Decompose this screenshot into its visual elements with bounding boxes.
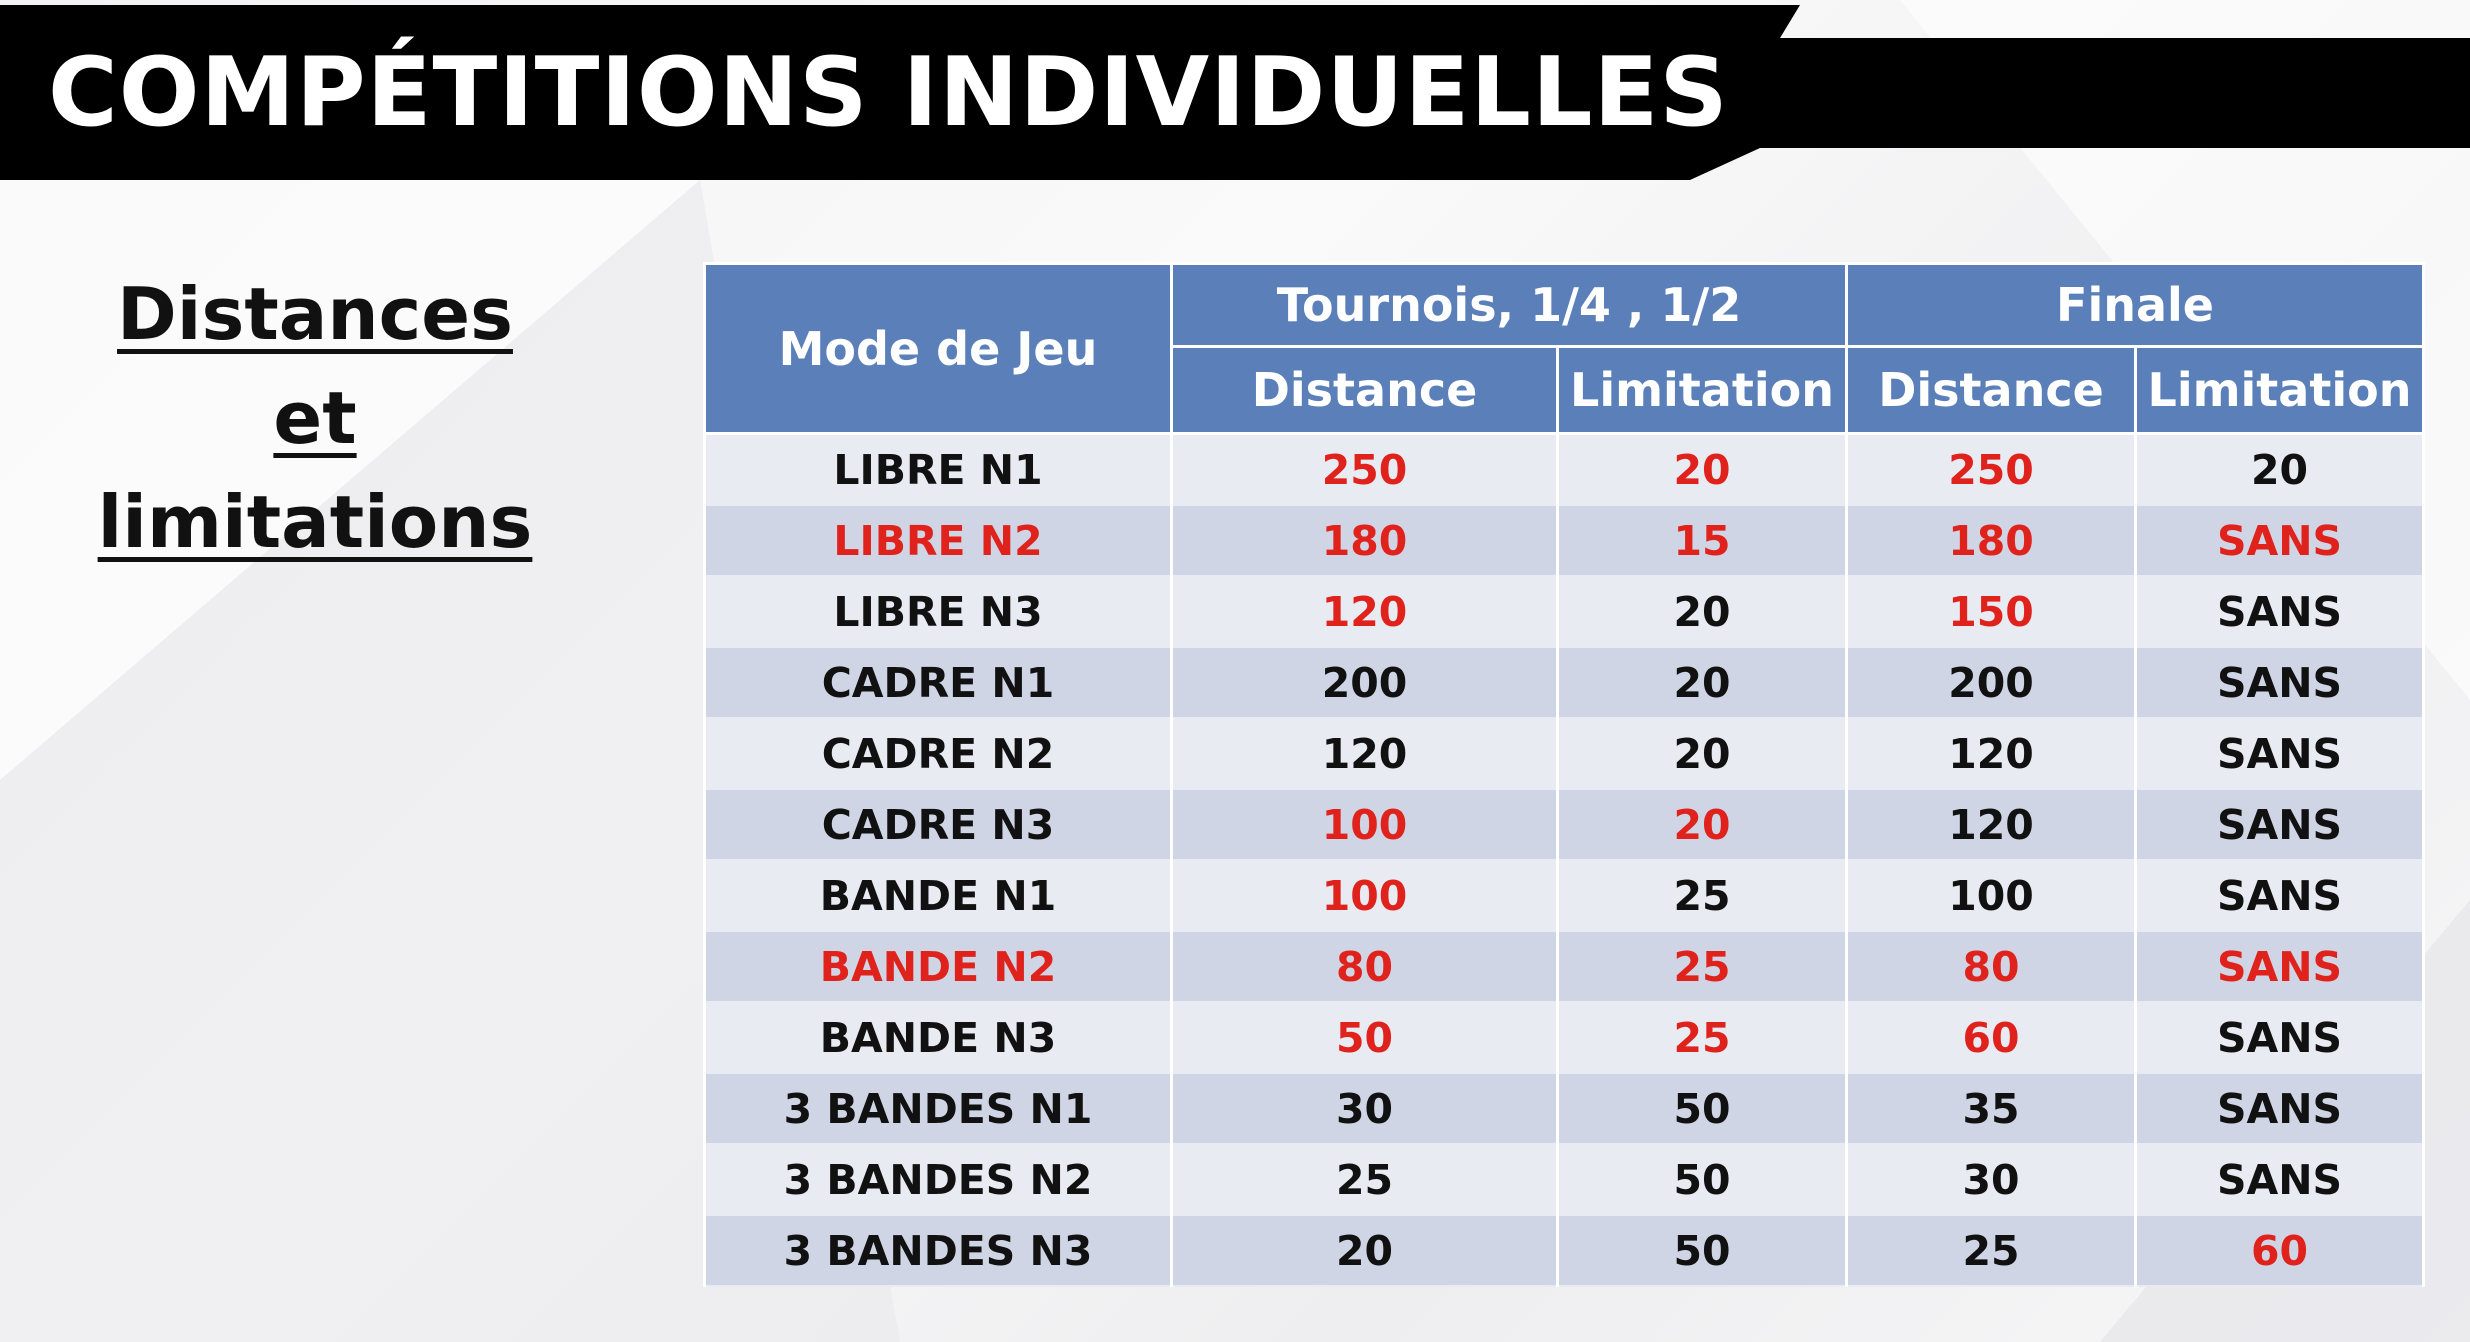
cell-finale-distance: 250 [1847, 434, 2136, 506]
cell-finale-distance: 60 [1847, 1002, 2136, 1073]
header-tournois-distance: Distance [1172, 347, 1558, 434]
cell-finale-distance: 200 [1847, 647, 2136, 718]
cell-finale-limitation: SANS [2136, 647, 2424, 718]
cell-mode: 3 BANDES N2 [705, 1144, 1172, 1215]
cell-mode: BANDE N2 [705, 931, 1172, 1002]
cell-tournois-distance: 20 [1172, 1215, 1558, 1286]
cell-finale-limitation: SANS [2136, 789, 2424, 860]
section-heading [80, 262, 550, 574]
cell-finale-distance: 120 [1847, 718, 2136, 789]
cell-finale-limitation: 60 [2136, 1215, 2424, 1286]
cell-finale-limitation: SANS [2136, 505, 2424, 576]
cell-finale-limitation: SANS [2136, 931, 2424, 1002]
cell-mode: CADRE N1 [705, 647, 1172, 718]
cell-tournois-limitation: 20 [1558, 718, 1847, 789]
cell-tournois-limitation: 20 [1558, 576, 1847, 647]
cell-tournois-distance: 250 [1172, 434, 1558, 506]
cell-tournois-distance: 200 [1172, 647, 1558, 718]
table-row [705, 434, 2424, 506]
cell-tournois-distance: 50 [1172, 1002, 1558, 1073]
cell-tournois-limitation: 50 [1558, 1073, 1847, 1144]
cell-tournois-distance: 120 [1172, 718, 1558, 789]
table-row [705, 1215, 2424, 1286]
table-row [705, 789, 2424, 860]
cell-tournois-limitation: 15 [1558, 505, 1847, 576]
cell-mode: LIBRE N3 [705, 576, 1172, 647]
cell-finale-limitation: SANS [2136, 576, 2424, 647]
cell-finale-limitation: SANS [2136, 1144, 2424, 1215]
cell-tournois-distance: 100 [1172, 789, 1558, 860]
cell-finale-distance: 80 [1847, 931, 2136, 1002]
header-mode-de-jeu: Mode de Jeu [705, 264, 1172, 434]
distances-table-container [703, 262, 2425, 1287]
table-row [705, 718, 2424, 789]
cell-tournois-limitation: 50 [1558, 1215, 1847, 1286]
cell-finale-limitation: SANS [2136, 860, 2424, 931]
cell-finale-limitation: SANS [2136, 1002, 2424, 1073]
cell-finale-distance: 180 [1847, 505, 2136, 576]
header-tournois-limitation: Limitation [1558, 347, 1847, 434]
cell-finale-distance: 25 [1847, 1215, 2136, 1286]
cell-tournois-distance: 120 [1172, 576, 1558, 647]
cell-mode: BANDE N3 [705, 1002, 1172, 1073]
distances-table [703, 262, 2425, 1287]
cell-mode: LIBRE N1 [705, 434, 1172, 506]
table-row [705, 1002, 2424, 1073]
cell-tournois-limitation: 50 [1558, 1144, 1847, 1215]
cell-mode: BANDE N1 [705, 860, 1172, 931]
table-row [705, 576, 2424, 647]
table-row [705, 505, 2424, 576]
cell-mode: CADRE N2 [705, 718, 1172, 789]
table-row [705, 931, 2424, 1002]
header-group-tournois: Tournois, 1/4 , 1/2 [1172, 264, 1847, 347]
header-finale-limitation: Limitation [2136, 347, 2424, 434]
section-heading-line2: limitations [97, 480, 533, 564]
cell-finale-distance: 35 [1847, 1073, 2136, 1144]
cell-finale-distance: 150 [1847, 576, 2136, 647]
cell-tournois-limitation: 20 [1558, 647, 1847, 718]
cell-finale-distance: 120 [1847, 789, 2136, 860]
header-finale-distance: Distance [1847, 347, 2136, 434]
table-row [705, 860, 2424, 931]
cell-tournois-limitation: 25 [1558, 931, 1847, 1002]
cell-finale-limitation: 20 [2136, 434, 2424, 506]
table-row [705, 647, 2424, 718]
cell-finale-limitation: SANS [2136, 1073, 2424, 1144]
section-heading-line1: Distances et [117, 272, 513, 460]
cell-tournois-distance: 180 [1172, 505, 1558, 576]
cell-tournois-limitation: 20 [1558, 789, 1847, 860]
cell-finale-distance: 100 [1847, 860, 2136, 931]
cell-tournois-distance: 100 [1172, 860, 1558, 931]
cell-tournois-distance: 80 [1172, 931, 1558, 1002]
cell-tournois-distance: 25 [1172, 1144, 1558, 1215]
cell-tournois-limitation: 25 [1558, 1002, 1847, 1073]
cell-tournois-limitation: 25 [1558, 860, 1847, 931]
cell-tournois-limitation: 20 [1558, 434, 1847, 506]
cell-mode: 3 BANDES N3 [705, 1215, 1172, 1286]
cell-finale-distance: 30 [1847, 1144, 2136, 1215]
cell-finale-limitation: SANS [2136, 718, 2424, 789]
table-row [705, 1144, 2424, 1215]
cell-tournois-distance: 30 [1172, 1073, 1558, 1144]
page-title: COMPÉTITIONS INDIVIDUELLES [48, 38, 1729, 148]
cell-mode: 3 BANDES N1 [705, 1073, 1172, 1144]
cell-mode: LIBRE N2 [705, 505, 1172, 576]
cell-mode: CADRE N3 [705, 789, 1172, 860]
table-row [705, 1073, 2424, 1144]
header-group-finale: Finale [1847, 264, 2424, 347]
